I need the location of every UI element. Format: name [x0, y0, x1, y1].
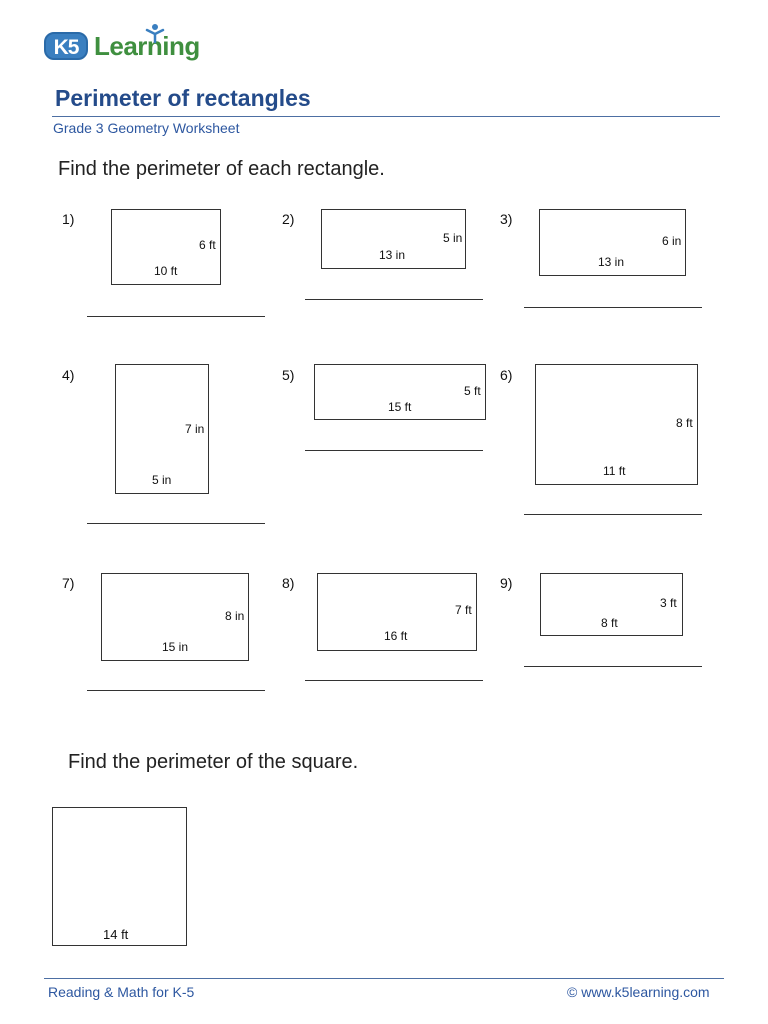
answer-line[interactable]	[305, 680, 483, 681]
height-label: 7 in	[185, 422, 205, 436]
logo-figure-icon	[144, 22, 166, 44]
problem-number: 5)	[282, 367, 295, 383]
footer-divider	[44, 978, 724, 979]
answer-line[interactable]	[524, 666, 702, 667]
width-label: 10 ft	[154, 264, 178, 278]
answer-line[interactable]	[305, 299, 483, 300]
logo-badge: K5	[44, 32, 88, 60]
height-label: 8 in	[225, 609, 245, 623]
height-label: 8 ft	[676, 416, 693, 430]
title-divider	[52, 116, 720, 117]
width-label: 15 in	[162, 640, 189, 654]
side-label: 14 ft	[103, 927, 129, 942]
width-label: 5 in	[152, 473, 172, 487]
problem-number: 7)	[62, 575, 75, 591]
answer-line[interactable]	[524, 514, 702, 515]
height-label: 5 in	[443, 231, 463, 245]
answer-line[interactable]	[87, 316, 265, 317]
problem-number: 3)	[500, 211, 513, 227]
page-title: Perimeter of rectangles	[55, 85, 311, 111]
problem-number: 9)	[500, 575, 513, 591]
answer-line[interactable]	[305, 450, 483, 451]
problem-number: 1)	[62, 211, 75, 227]
width-label: 16 ft	[384, 629, 408, 643]
height-label: 5 ft	[464, 384, 481, 398]
problem-number: 6)	[500, 367, 513, 383]
k5-learning-logo	[44, 22, 204, 66]
height-label: 7 ft	[455, 603, 472, 617]
height-label: 3 ft	[660, 596, 677, 610]
height-label: 6 in	[662, 234, 682, 248]
logo-text: Learning	[94, 31, 200, 61]
width-label: 15 ft	[388, 400, 412, 414]
instruction-rectangles: Find the perimeter of each rectangle.	[58, 158, 385, 180]
problem-number: 2)	[282, 211, 295, 227]
height-label: 6 ft	[199, 238, 216, 252]
problem-number: 8)	[282, 575, 295, 591]
square-figure	[52, 807, 187, 946]
page-subtitle: Grade 3 Geometry Worksheet	[53, 120, 240, 136]
width-label: 13 in	[379, 248, 406, 262]
width-label: 11 ft	[603, 464, 626, 478]
answer-line[interactable]	[524, 307, 702, 308]
footer-tagline: Reading & Math for K-5	[48, 984, 195, 1000]
instruction-square: Find the perimeter of the square.	[68, 751, 359, 773]
answer-line[interactable]	[87, 690, 265, 691]
width-label: 13 in	[598, 255, 625, 269]
footer-website[interactable]: © www.k5learning.com	[567, 984, 710, 1000]
problem-number: 4)	[62, 367, 75, 383]
answer-line[interactable]	[87, 523, 265, 524]
width-label: 8 ft	[601, 616, 618, 630]
